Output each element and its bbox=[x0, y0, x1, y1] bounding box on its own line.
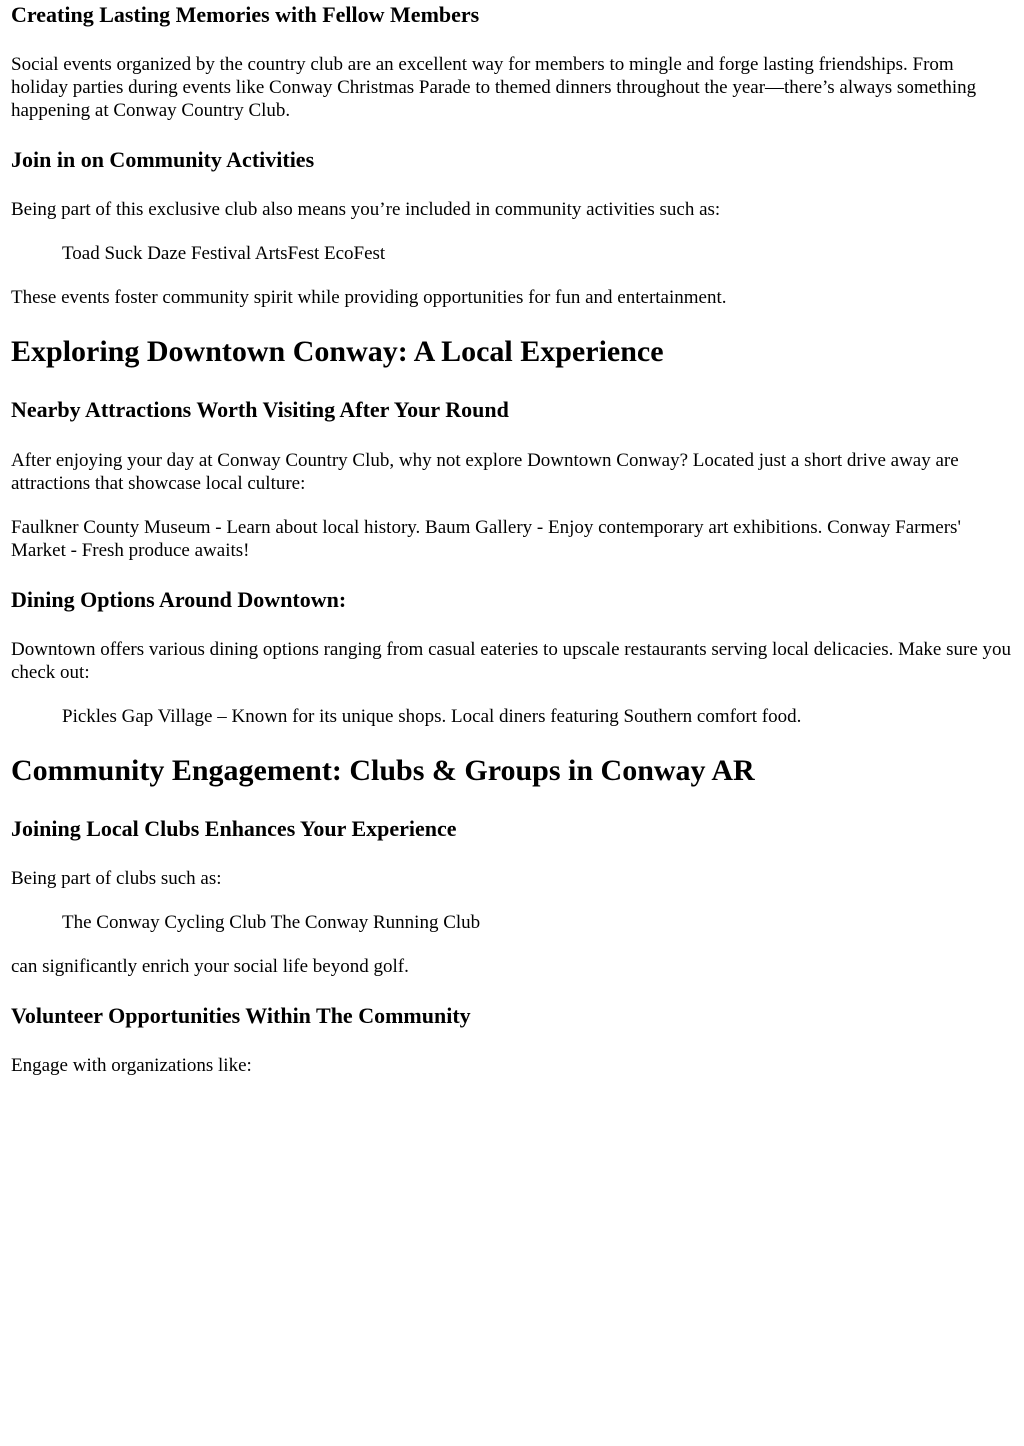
community-heading: Join in on Community Activities bbox=[11, 147, 315, 172]
memories-body: Social events organized by the country club are an excellent way for members to mingle and forge lasting friendships. From holiday parties during events like Conway Christmas Parade to themed dinners throughout the year—there’s always something happening at Conway Country Club. bbox=[11, 54, 977, 121]
memories-heading: Creating Lasting Memories with Fellow Members bbox=[11, 2, 480, 27]
attractions-intro: After enjoying your day at Conway Country Club, why not explore Downtown Conway? Located just a short drive away are attractions that showcase local culture: bbox=[11, 450, 959, 494]
dining-heading: Dining Options Around Downtown: bbox=[11, 587, 347, 612]
clubs-heading: Joining Local Clubs Enhances Your Experience bbox=[11, 816, 457, 841]
community-outro: These events foster community spirit while providing opportunities for fun and entertainment. bbox=[11, 287, 727, 308]
dining-intro: Downtown offers various dining options ranging from casual eateries to upscale restaurants serving local delicacies. Make sure you check out: bbox=[11, 639, 1012, 683]
community-list: Toad Suck Daze Festival ArtsFest EcoFest bbox=[62, 243, 386, 264]
dining-list: Pickles Gap Village – Known for its unique shops. Local diners featuring Southern comfort food. bbox=[62, 706, 802, 727]
volunteer-heading: Volunteer Opportunities Within The Community bbox=[11, 1003, 471, 1028]
clubs-list: The Conway Cycling Club The Conway Running Club bbox=[62, 912, 481, 933]
attractions-list: Faulkner County Museum - Learn about local history. Baum Gallery - Enjoy contemporary art exhibitions. Conway Farmers' Market - Fresh produce awaits! bbox=[11, 517, 961, 561]
engagement-heading: Community Engagement: Clubs & Groups in Conway AR bbox=[11, 754, 755, 787]
downtown-heading: Exploring Downtown Conway: A Local Experience bbox=[11, 335, 664, 368]
clubs-outro: can significantly enrich your social life beyond golf. bbox=[11, 956, 409, 977]
volunteer-intro: Engage with organizations like: bbox=[11, 1055, 252, 1076]
clubs-intro: Being part of clubs such as: bbox=[11, 868, 222, 889]
community-intro: Being part of this exclusive club also means you’re included in community activities such as: bbox=[11, 199, 721, 220]
attractions-heading: Nearby Attractions Worth Visiting After Your Round bbox=[11, 397, 509, 422]
